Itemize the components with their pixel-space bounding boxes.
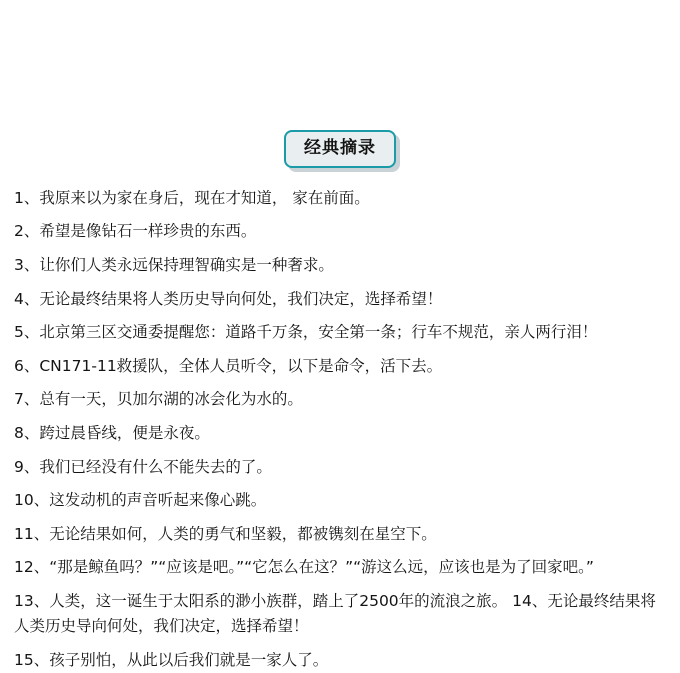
list-item: 15、孩子别怕，从此以后我们就是一家人了。 xyxy=(14,650,329,669)
list-item: 4、无论最终结果将人类历史导向何处，我们决定，选择希望！ xyxy=(14,289,443,308)
heading-container xyxy=(0,0,680,168)
list-item: 10、这发动机的声音听起来像心跳。 xyxy=(14,491,267,510)
list-item: 9、我们已经没有什么不能失去的了。 xyxy=(14,457,272,476)
list-item: 1、我原来以为家在身后，现在才知道， 家在前面。 xyxy=(14,188,370,207)
list-item: 11、无论结果如何，人类的勇气和坚毅，都被镌刻在星空下。 xyxy=(14,524,437,543)
list-item: 12、“那是鲸鱼吗？”“应该是吧。”“它怎么在这？”“游这么远，应该也是为了回家吧。” xyxy=(14,558,594,577)
list-item: 5、北京第三区交通委提醒您：道路千万条，安全第一条；行车不规范，亲人两行泪！ xyxy=(14,323,598,342)
list-item: 2、希望是像钻石一样珍贵的东西。 xyxy=(14,222,257,241)
quote-list xyxy=(0,168,680,673)
list-item: 6、CN171-11救援队，全体人员听令，以下是命令，活下去。 xyxy=(14,356,443,375)
section-heading-badge: 经典摘录 xyxy=(284,130,396,168)
list-item: 3、让你们人类永远保持理智确实是一种奢求。 xyxy=(14,255,334,274)
list-item: 13、人类，这一诞生于太阳系的渺小族群，踏上了2500年的流浪之旅。 14、无论最终结果将人类历史导向何处，我们决定，选择希望！ xyxy=(14,592,656,636)
list-item: 7、总有一天，贝加尔湖的冰会化为水的。 xyxy=(14,390,303,409)
list-item: 8、跨过晨昏线，便是永夜。 xyxy=(14,423,210,442)
